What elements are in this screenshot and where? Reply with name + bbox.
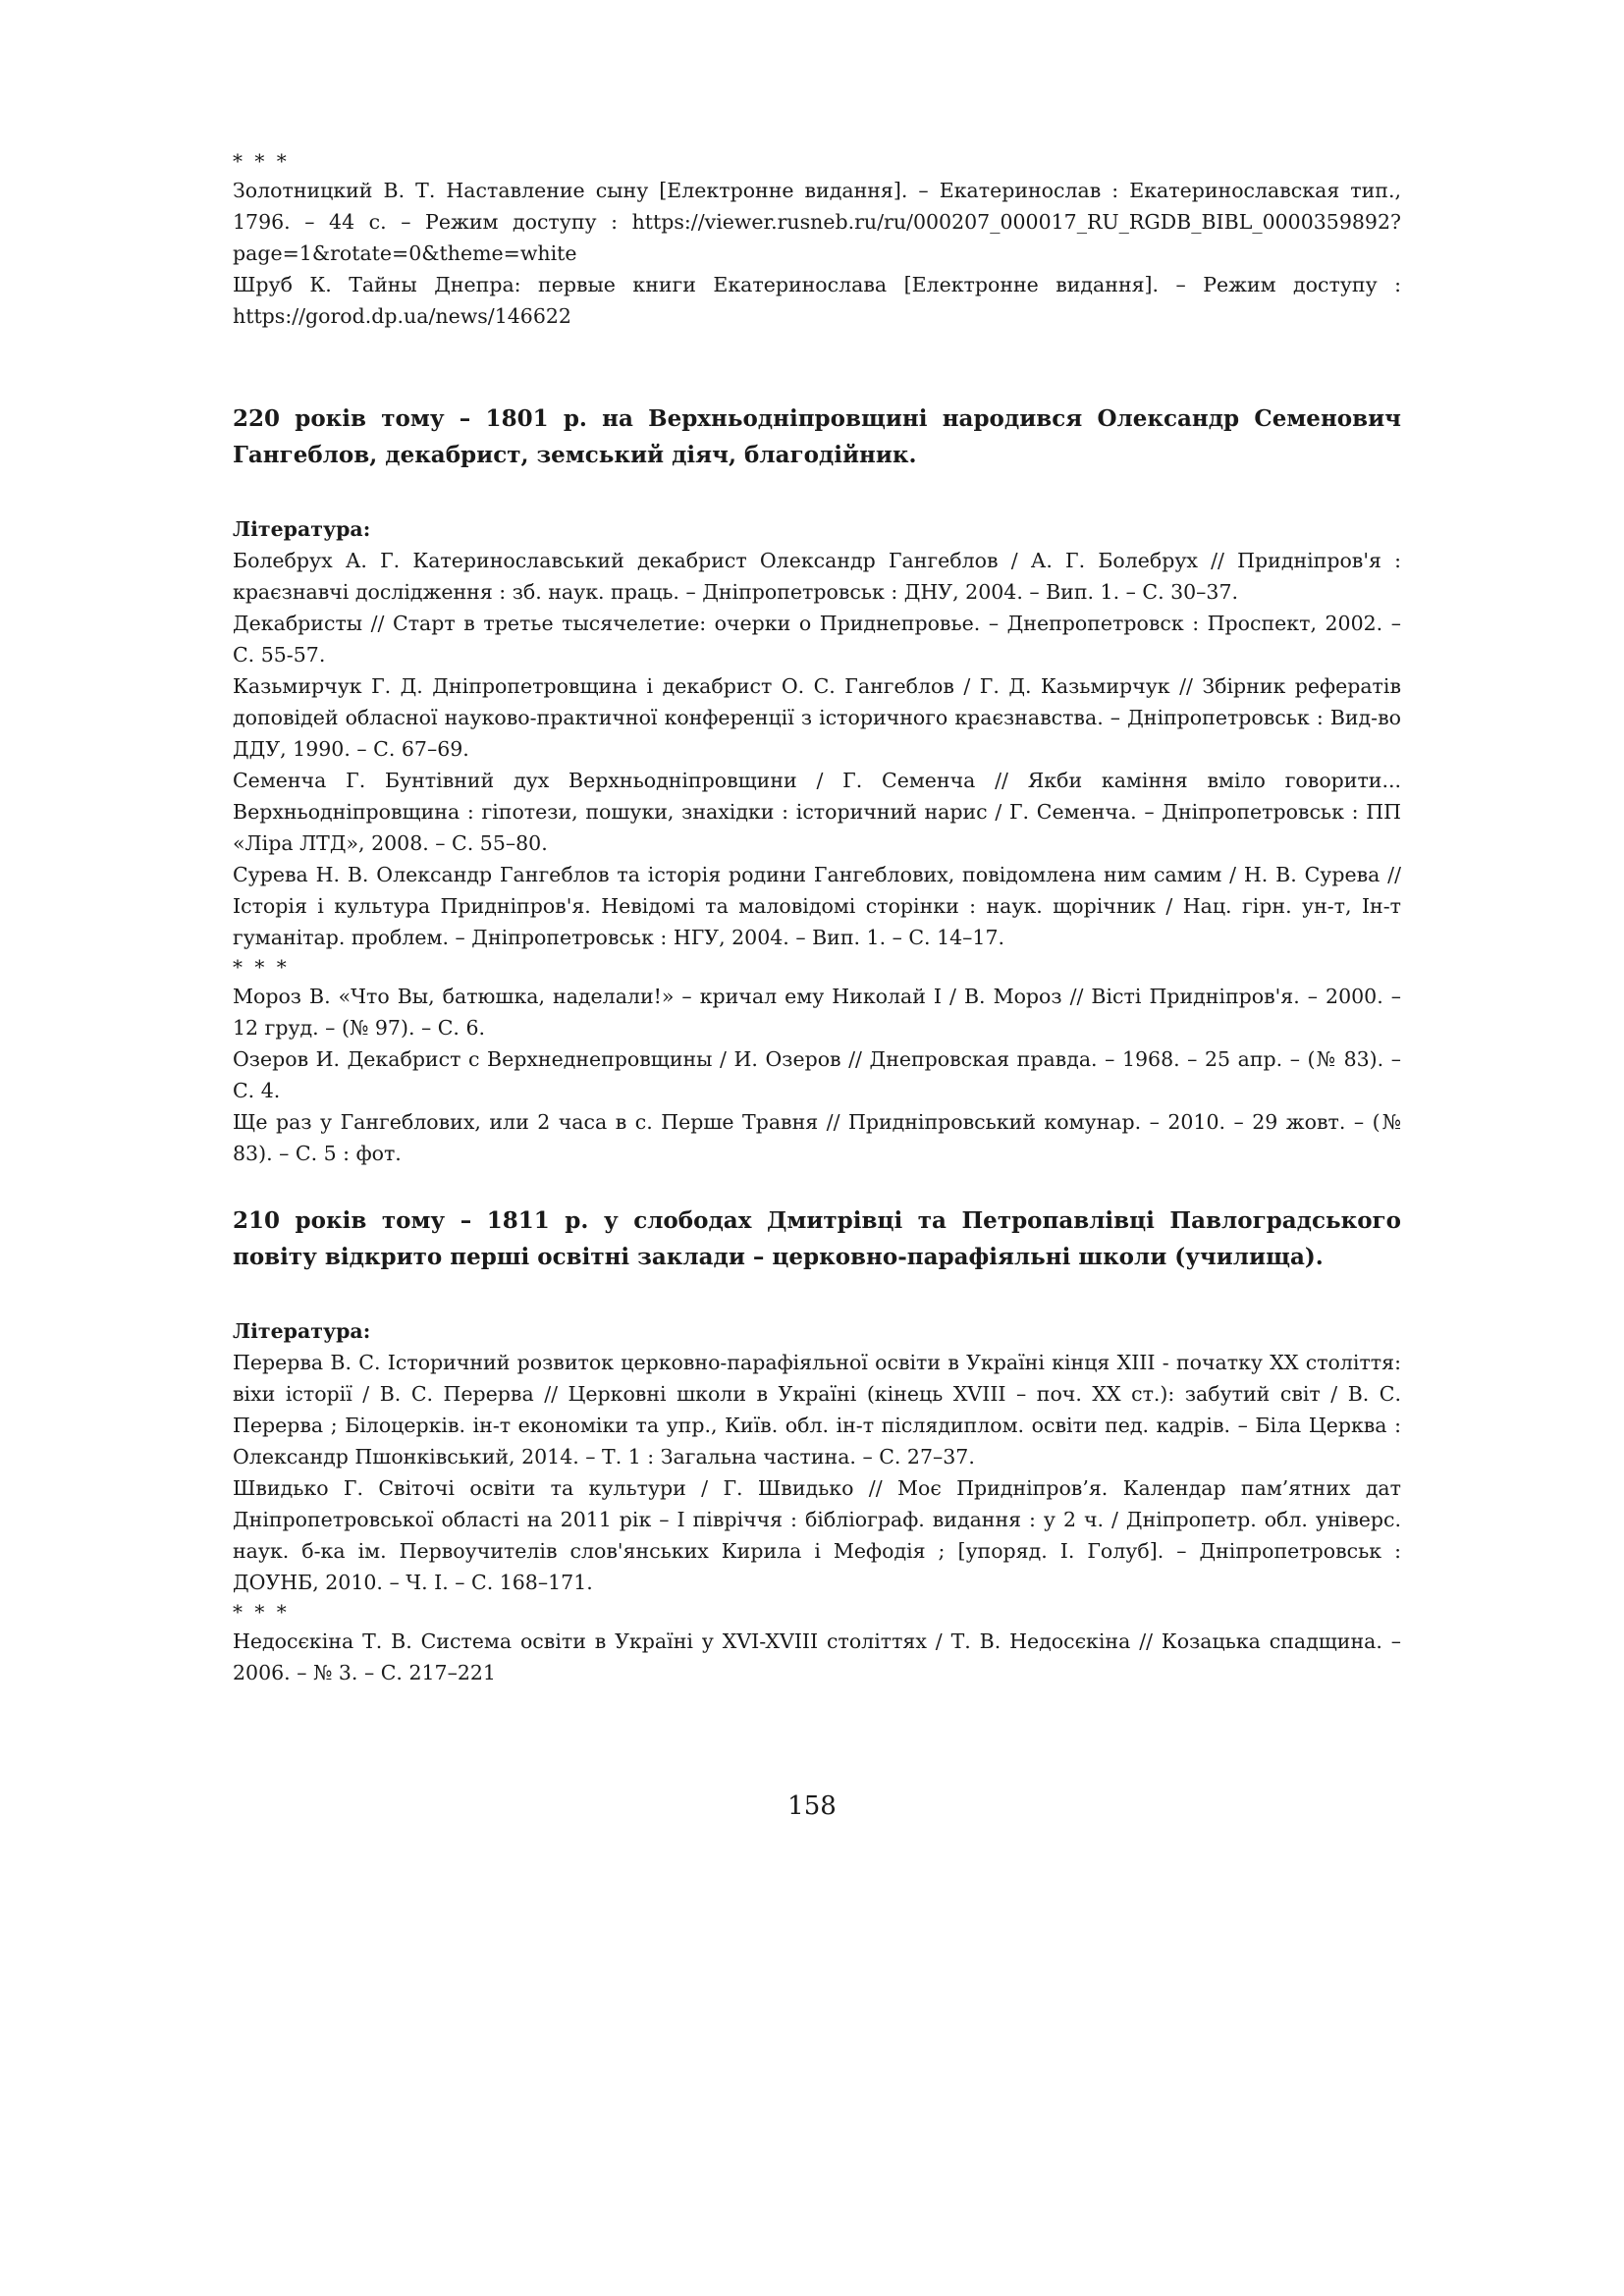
section-heading: 210 років тому – 1811 р. у слободах Дмитрівці та Петропавлівці Павлоградського повіту відкрито перші освітні заклади – церковно-парафіяльні школи (училища). — [233, 1207, 1401, 1270]
intro-block — [233, 147, 1401, 332]
bib-entry: Перерва В. С. Історичний розвиток церковно-парафіяльної освіти в Україні кінця XIII - початку XX століття: віхи історії / В. С. Перерва // Церковні школи в Україні (кінець XVIII – поч. XX ст.): забутий світ / В. С. Перерва ; Білоцерків. ін-т економіки та упр., Київ. обл. ін-т післядиплом. освіти пед. кадрів. – Біла Церква : Олександр Пшонківський, 2014. – Т. 1 : Загальна частина. – С. 27–37. — [233, 1351, 1401, 1468]
bib-entry: Семенча Г. Бунтівний дух Верхньодніпровщини / Г. Семенча // Якби каміння вміло говорити... Верхньодніпровщина : гіпотези, пошуки, знахідки : історичний нарис / Г. Семенча. – Дніпропетровськ : ПП «Ліра ЛТД», 2008. – С. 55–80. — [233, 769, 1401, 855]
literature-label: Література: — [233, 1319, 371, 1343]
bib-entry: Мороз В. «Что Вы, батюшка, наделали!» – кричал ему Николай I / В. Мороз // Вісті Придніпров'я. – 2000. – 12 груд. – (№ 97). – С. 6. — [233, 985, 1401, 1040]
section-1801 — [233, 400, 1401, 1169]
section-1811 — [233, 1202, 1401, 1688]
section-heading: 220 років тому – 1801 р. на Верхньодніпровщині народився Олександр Семенович Гангеблов, декабрист, земський діяч, благодійник. — [233, 405, 1401, 468]
bib-entry: Болебрух А. Г. Катеринославський декабрист Олександр Гангеблов / А. Г. Болебрух // Придніпров'я : краєзнавчі дослідження : зб. наук. праць. – Дніпропетровськ : ДНУ, 2004. – Вип. 1. – С. 30–37. — [233, 549, 1401, 604]
bib-entry: Шруб К. Тайны Днепра: первые книги Екатеринослава [Електронне видання]. – Режим доступу : https://gorod.dp.ua/news/146622 — [233, 273, 1401, 328]
bib-entry: Казьмирчук Г. Д. Дніпропетровщина і декабрист О. С. Гангеблов / Г. Д. Казьмирчук // Збірник рефератів доповідей обласної науково-практичної конференції з історичного краєзнавства. – Дніпропетровськ : Вид-во ДДУ, 1990. – С. 67–69. — [233, 674, 1401, 761]
separator-stars: * * * — [233, 1600, 290, 1624]
separator-stars: * * * — [233, 955, 290, 979]
bib-entry: Ще раз у Гангеблових, или 2 часа в с. Перше Травня // Придніпровський комунар. – 2010. – 29 жовт. – (№ 83). – С. 5 : фот. — [233, 1110, 1401, 1165]
separator-stars: * * * — [233, 149, 290, 173]
bib-entry: Швидько Г. Світочі освіти та культури / Г. Швидько // Моє Придніпров’я. Календар пам’ятних дат Дніпропетровської області на 2011 рік – І півріччя : бібліограф. видання : у 2 ч. / Дніпропетр. обл. універс. наук. б-ка ім. Первоучителів слов'янських Кирила і Мефодія ; [упоряд. І. Голуб]. – Дніпропетровськ : ДОУНБ, 2010. – Ч. I. – С. 168–171. — [233, 1476, 1401, 1594]
bib-entry: Озеров И. Декабрист с Верхнеднепровщины / И. Озеров // Днепровская правда. – 1968. – 25 апр. – (№ 83). – С. 4. — [233, 1047, 1401, 1102]
bib-entry: Декабристы // Старт в третье тысячелетие: очерки о Приднепровье. – Днепропетровск : Проспект, 2002. – С. 55-57. — [233, 612, 1401, 667]
bib-entry: Недосєкіна Т. В. Система освіти в Україні у XVI-XVIII століттях / Т. В. Недосєкіна // Козацька спадщина. – 2006. – № 3. – С. 217–221 — [233, 1629, 1401, 1684]
bib-entry: Сурева Н. В. Олександр Гангеблов та історія родини Гангеблових, повідомлена ним самим / Н. В. Сурева // Історія і культура Придніпров'я. Невідомі та маловідомі сторінки : наук. щорічник / Нац. гірн. ун-т, Ін-т гуманітар. проблем. – Дніпропетровськ : НГУ, 2004. – Вип. 1. – С. 14–17. — [233, 863, 1401, 949]
bib-entry: Золотницкий В. Т. Наставление сыну [Електронне видання]. – Екатеринослав : Екатеринославская тип., 1796. – 44 с. – Режим доступу : https://viewer.rusneb.ru/ru/000207_000017_RU_RGDB_BIBL_0000359892?page=1&rotate=0&theme=white — [233, 179, 1401, 265]
literature-label: Література: — [233, 517, 371, 541]
page-number: 158 — [787, 1791, 837, 1821]
